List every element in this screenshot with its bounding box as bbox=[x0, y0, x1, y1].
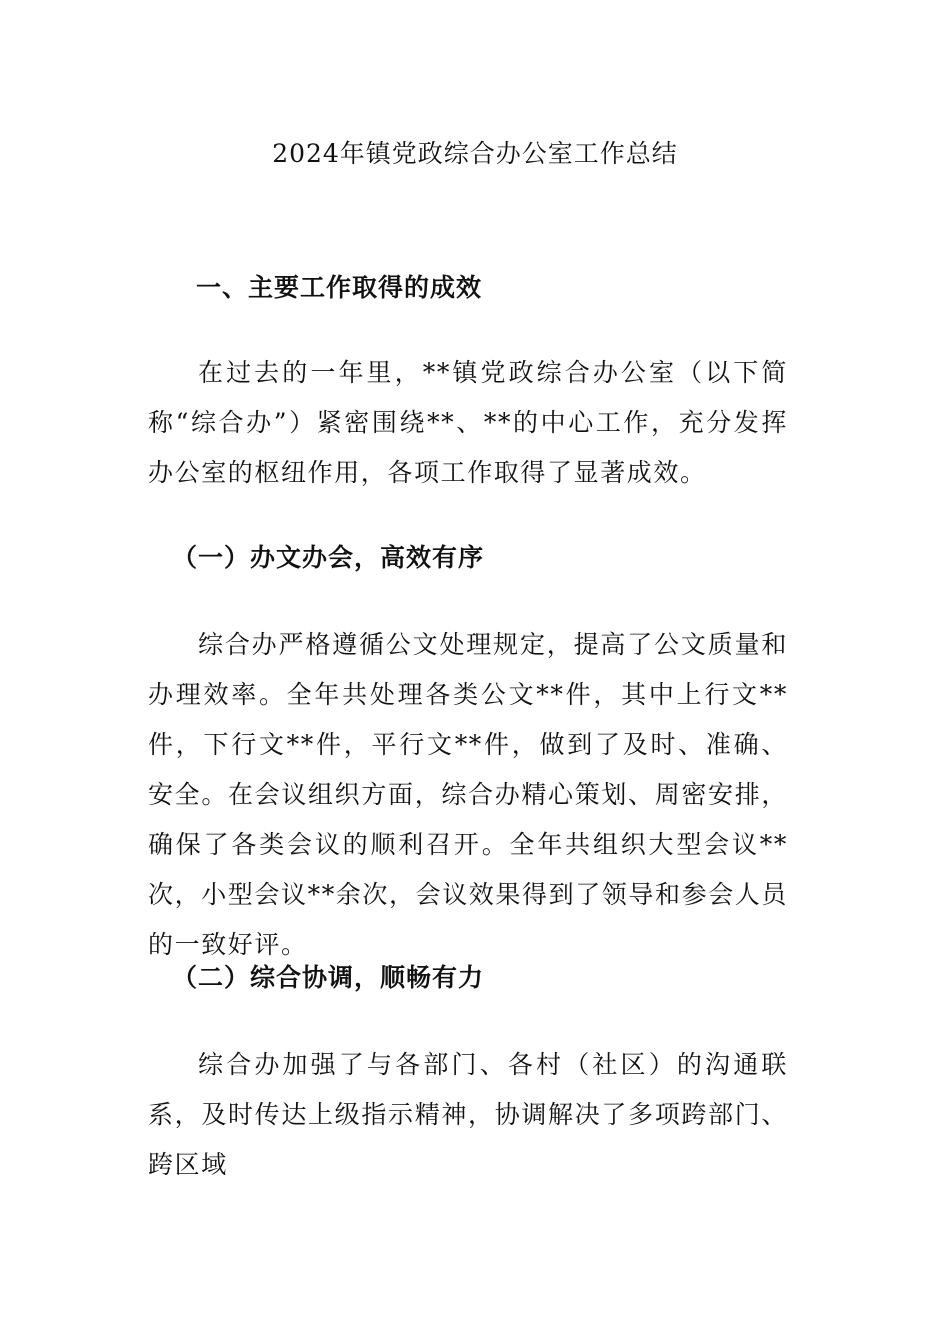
section-heading-achievements: 一、主要工作取得的成效 bbox=[196, 273, 483, 302]
paragraph-coordination: 综合办加强了与各部门、各村（社区）的沟通联系，及时传达上级指示精神，协调解决了多项跨部门、跨区域 bbox=[148, 1050, 788, 1179]
subsection-heading-coordination: （二）综合协调，顺畅有力 bbox=[172, 963, 485, 992]
paragraph-documents-meetings: 综合办严格遵循公文处理规定，提高了公文质量和办理效率。全年共处理各类公文**件，其中上行文**件，下行文**件，平行文**件，做到了及时、准确、安全。在会议组织方面，综合办精心策划、周密安排，确保了各类会议的顺利召开。全年共组织大型会议**次，小型会议**余次，会议效果得到了领导和参会人员的一致好评。 bbox=[148, 630, 789, 959]
subsection-heading-documents-meetings: （一）办文办会，高效有序 bbox=[172, 543, 485, 572]
document-title: 2024年镇党政综合办公室工作总结 bbox=[272, 139, 678, 168]
paragraph-intro: 在过去的一年里，**镇党政综合办公室（以下简称“综合办”）紧密围绕**、**的中心工作，充分发挥办公室的枢纽作用，各项工作取得了显著成效。 bbox=[148, 358, 788, 487]
